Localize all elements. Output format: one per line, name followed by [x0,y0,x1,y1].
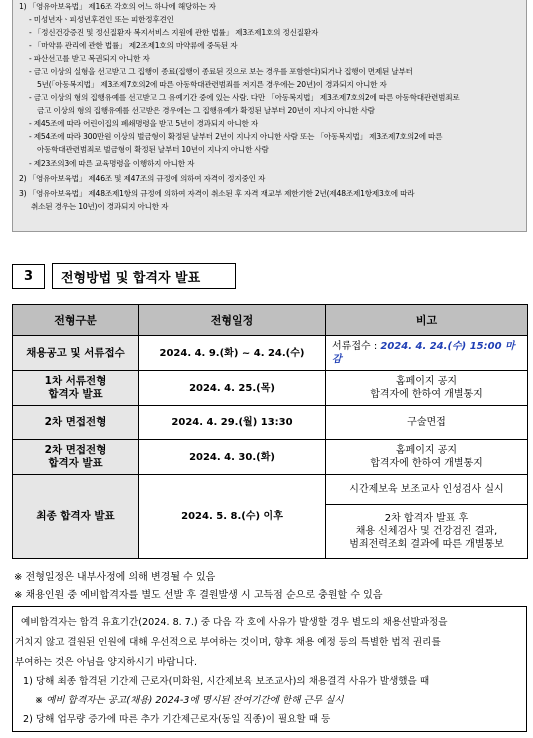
table-row [13,371,528,406]
table-row [13,336,528,371]
eligibility-line: - 미성년자ㆍ피성년후견인 또는 피한정후견인 [29,15,174,24]
eligibility-line: - 제23조의3에 따른 교육명령을 이행하지 아니한 자 [29,159,195,168]
eligibility-line: - 금고 이상의 형의 집행유예를 선고받고 그 유예기간 중에 있는 사람. 다만 「아동복지법」 제3조제7호의2에 따른 아동학대관련범죄로 [29,93,460,102]
row-label-line: 합격자 발표 [48,388,103,400]
row-label [13,371,139,406]
row-date: 2024. 4. 29.(월) 13:30 [139,406,326,440]
schedule-table [12,304,528,559]
row-label-line: 1차 서류전형 [44,375,107,387]
note-line: 범죄전력조회 결과에 따른 개별통보 [349,539,504,550]
row-label: 2차 면접전형 [13,406,139,440]
row-note [326,440,528,475]
row-note: 구술면접 [326,406,528,440]
note-line: 2차 합격자 발표 후 [384,513,469,524]
row-date: 2024. 4. 25.(목) [139,371,326,406]
note-line: 홈페이지 공지 [395,376,458,387]
eligibility-line: - 「정신건강증진 및 정신질환자 복지서비스 지원에 관한 법률」 제3조제1호의 정신질환자 [29,28,319,37]
table-row [13,406,528,440]
row-label-line: 2차 면접전형 [44,444,107,456]
reserve-box [12,606,527,732]
row-note: 시간제보육 보조교사 인성검사 실시 [326,475,528,505]
eligibility-line: 1) 「영유아보육법」 제16조 각호의 어느 하나에 해당하는 자 [19,2,216,11]
header-remarks: 비고 [326,305,528,336]
eligibility-line: 2) 「영유아보육법」 제46조 및 제47조의 규정에 의하여 자격이 정지중인 자 [19,174,266,183]
reserve-text: 예비합격자는 합격 유효기간(2024. 8. 7.) 중 다음 각 호에 사유가 발생할 경우 별도의 채용선발과정을 [21,617,448,628]
row-label-line: 합격자 발표 [48,457,103,469]
eligibility-line: 5년(「아동복지법」 제3조제7호의2에 따른 아동학대관련범죄를 저지른 경우에는 20년)이 경과되지 아니한 자 [37,80,387,89]
table-row [13,475,528,505]
eligibility-line: - 파산선고를 받고 복권되지 아니한 자 [29,54,150,63]
reserve-note: ※ 채용인원 중 예비합격자를 별도 선발 후 결원발생 시 고득점 순으로 충원할 수 있음 [14,590,383,601]
reserve-item: 1) 당해 최종 합격된 기간제 근로자(미화원, 시간제보육 보조교사)의 채용결격 사유가 발생했을 때 [23,676,430,687]
reserve-text: 부여하는 것은 아님을 양지하시기 바랍니다. [15,657,198,668]
table-header-row [13,305,528,336]
reserve-item-note: ※ 예비 합격자는 공고(채용) 2024-3에 명시된 잔여기간에 한해 근무 실시 [35,695,344,706]
deadline-text: 2024. 4. 24.(수) 15:00 마감 [332,341,515,365]
eligibility-line: 취소된 경우는 10년)이 경과되지 아니한 자 [31,202,169,211]
section-number: 3 [12,264,45,289]
row-note [326,505,528,559]
section-title: 전형방법 및 합격자 발표 [52,263,236,289]
row-date: 2024. 4. 9.(화) ~ 4. 24.(수) [139,336,326,371]
eligibility-line: 금고 이상의 형의 집행유예를 선고받은 경우에는 그 집행유예가 확정된 날부터 20년이 지나지 아니한 사람 [37,106,375,115]
note-prefix: 서류접수 : [332,341,381,352]
note-line: 채용 신체검사 및 건강검진 결과, [355,526,498,537]
note-line: 합격자에 한하여 개별통지 [370,389,483,400]
eligibility-line: - 「마약류 관리에 관한 법률」 제2조제1호의 마약류에 중독된 자 [29,41,238,50]
eligibility-line: - 제45조에 따라 어린이집의 폐쇄명령을 받고 5년이 경과되지 아니한 자 [29,119,259,128]
header-category: 전형구분 [13,305,139,336]
table-row [13,440,528,475]
reserve-item: 2) 당해 업무량 증가에 따른 추가 기간제근로자(동일 직종)이 필요할 때 등 [23,714,331,725]
row-label [13,440,139,475]
row-label: 채용공고 및 서류접수 [13,336,139,371]
eligibility-line: 아동학대관련범죄로 벌금형이 확정된 날부터 10년이 지나지 아니한 사람 [37,145,269,154]
reserve-text: 거치지 않고 결원된 인원에 대해 우선적으로 부여하는 것이며, 향후 채용 예정 등의 특별한 법적 권리를 [15,637,441,648]
row-note [326,371,528,406]
eligibility-box [12,0,527,232]
note-line: 홈페이지 공지 [395,445,458,456]
row-date: 2024. 5. 8.(수) 이후 [139,475,326,559]
row-note [326,336,528,371]
note-line: 합격자에 한하여 개별통지 [370,458,483,469]
schedule-note: ※ 전형일정은 내부사정에 의해 변경될 수 있음 [14,572,216,583]
eligibility-line: - 금고 이상의 실형을 선고받고 그 집행이 종료(집행이 종료된 것으로 보는 경우를 포함한다)되거나 집행이 면제된 날부터 [29,67,413,76]
row-date: 2024. 4. 30.(화) [139,440,326,475]
eligibility-line: 3) 「영유아보육법」 제48조제1항의 규정에 의하여 자격이 취소된 후 자격 재교부 제한기한 2년(제48조제1항제3호에 따라 [19,189,415,198]
eligibility-line: - 제54조에 따라 300만원 이상의 벌금형이 확정된 날부터 2년이 지나지 아니한 사람 또는 「아동복지법」 제3조제7호의2에 따른 [29,132,443,141]
header-schedule: 전형일정 [139,305,326,336]
row-label: 최종 합격자 발표 [13,475,139,559]
